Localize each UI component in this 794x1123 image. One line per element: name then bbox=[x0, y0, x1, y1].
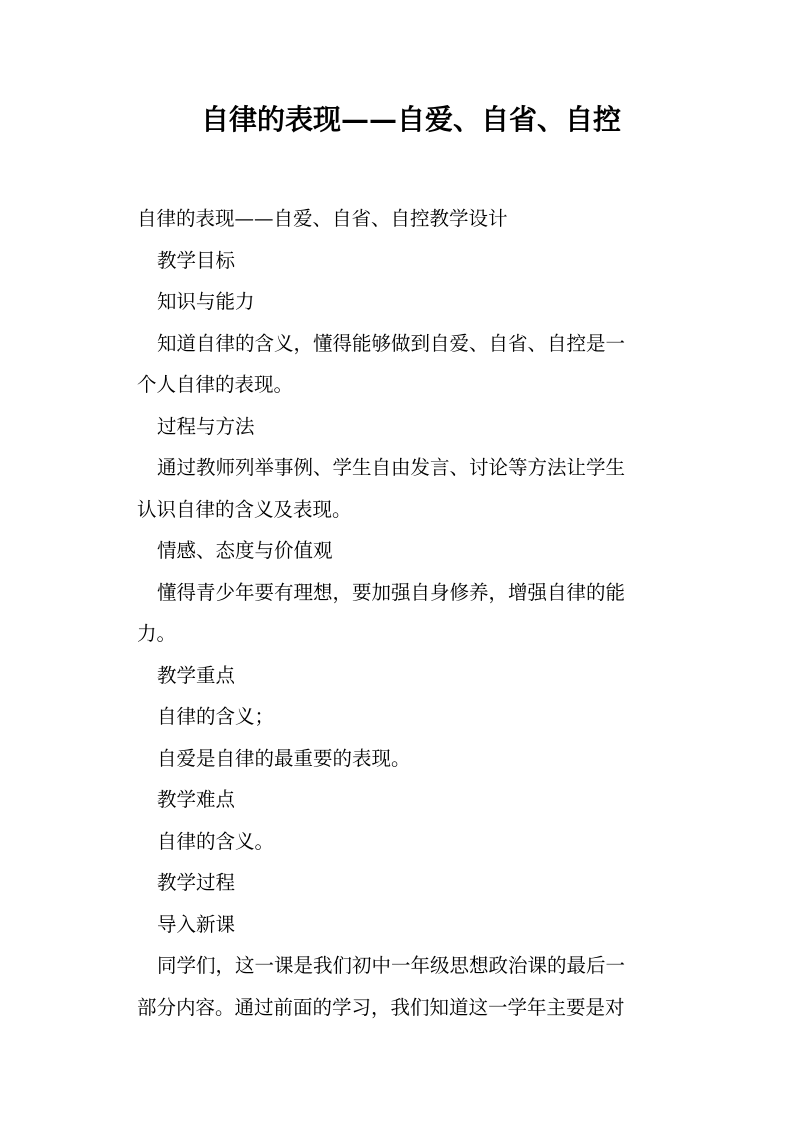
section-heading: 教学过程 bbox=[157, 871, 236, 894]
section-heading: 知识与能力 bbox=[157, 290, 255, 313]
paragraph-line: 自律的含义； bbox=[157, 705, 275, 728]
document-body bbox=[137, 198, 662, 1028]
paragraph-line: 力。 bbox=[137, 622, 177, 645]
section-heading: 教学重点 bbox=[157, 663, 236, 687]
section-heading: 过程与方法 bbox=[157, 414, 255, 438]
paragraph-line: 同学们，这一课是我们初中一年级思想政治课的最后一 bbox=[157, 954, 626, 977]
section-heading: 教学目标 bbox=[157, 248, 236, 272]
section-heading: 情感、态度与价值观 bbox=[157, 539, 333, 562]
paragraph-line: 通过教师列举事例、学生自由发言、讨论等方法让学生 bbox=[157, 456, 626, 479]
paragraph-line: 部分内容。通过前面的学习，我们知道这一学年主要是对 bbox=[137, 995, 625, 1019]
paragraph-line: 懂得青少年要有理想，要加强自身修养，增强自律的能 bbox=[157, 580, 626, 604]
paragraph-line: 个人自律的表现。 bbox=[137, 373, 294, 396]
paragraph-line: 自律的表现——自爱、自省、自控教学设计 bbox=[137, 207, 508, 230]
section-heading: 教学难点 bbox=[157, 788, 236, 811]
paragraph-line: 知道自律的含义，懂得能够做到自爱、自省、自控是一 bbox=[157, 331, 626, 355]
paragraph-line: 认识自律的含义及表现。 bbox=[137, 497, 352, 521]
document-title: 自律的表现——自爱、自省、自控 bbox=[200, 103, 621, 136]
paragraph-line: 自律的含义。 bbox=[157, 829, 275, 853]
section-heading: 导入新课 bbox=[157, 912, 236, 936]
paragraph-line: 自爱是自律的最重要的表现。 bbox=[157, 746, 411, 770]
